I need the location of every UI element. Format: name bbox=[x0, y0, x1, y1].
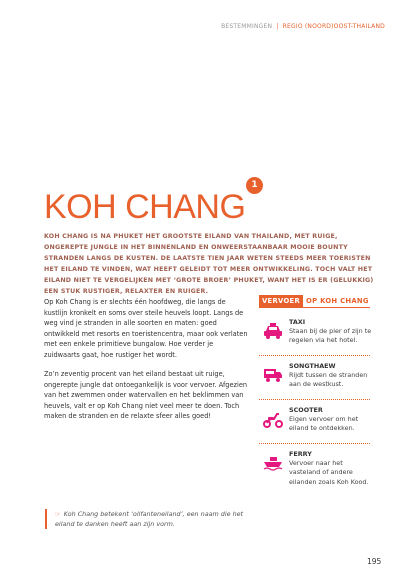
intro-lead: KOH CHANG IS NA PHUKET HET GROOTSTE EILAND VAN THAILAND, MET RUIGE, ONGEREPTE JUNGLE IN HET BINNENLAND EN ONWEERSTAANBAAR MOOIE BOUNTY STRANDEN LANGS DE KUSTEN. DE LAATSTE TIEN JAAR WETEN STEEDS MEER TOERISTEN HET EILAND TE VINDEN, WAT HEEFT GELEIDT TOT MEER ONTWIKKELING. TOCH VALT HET EILAND NIET TE VERGELIJKEN MET ‘GROTE BROER’ PHUKET, WANT HET IS ER (GELUKKIG) EEN STUK RUSTIGER, RELAXTER EN RUIGER. bbox=[44, 233, 374, 295]
page-title: KOH CHANG bbox=[44, 188, 246, 226]
transport-title-rest: OP KOH CHANG bbox=[306, 297, 369, 305]
transport-item-ferry bbox=[259, 450, 370, 494]
transport-divider bbox=[259, 443, 370, 445]
ferry-text: Vervoer naar het vasteland of andere eilanden zoals Koh Kood. bbox=[289, 459, 369, 486]
body-paragraph-1: Op Koh Chang is er slechts één hoofdweg, die langs de kustlijn kronkelt en soms over steile heuvels loopt. Langs de weg vind je stranden in alle soorten en maten: goed ontwikkeld met resorts en toeristencentra, maar ook verlaten met een enkele primitieve bungalow. Hoe verder je zuidwaarts gaat, hoe rustiger het wordt. bbox=[44, 298, 248, 359]
taxi-text: Staan bij de pier of zijn te regelen via het hotel. bbox=[289, 327, 372, 345]
header-category: BESTEMMINGEN bbox=[221, 23, 273, 30]
ferry-icon bbox=[263, 454, 283, 472]
transport-divider bbox=[259, 355, 370, 357]
songthaew-icon bbox=[263, 366, 283, 384]
body-paragraph-2: Zo’n zeventig procent van het eiland bestaat uit ruige, ongerepte jungle dat ontoegankelijk is voor vervoer. Afgezien van het zwemmen onder watervallen en het beklimmen van heuvels, valt er op Koh Chang niet veel meer te doen. Toch maken de stranden en de relaxte sfeer alles goed! bbox=[44, 370, 248, 420]
scooter-text: Eigen vervoer om het eiland te ontdekken. bbox=[289, 415, 359, 433]
transport-item-songthaew bbox=[259, 362, 370, 398]
header-region: REGIO (NOORD)OOST-THAILAND bbox=[282, 23, 385, 30]
ferry-label: FERRY bbox=[289, 450, 312, 458]
taxi-icon bbox=[263, 322, 283, 340]
transport-item-taxi bbox=[259, 318, 370, 354]
tip-text: Koh Chang betekent ‘olifanteneiland’, een naam die het eiland te danken heeft aan zijn vorm. bbox=[55, 510, 244, 528]
transport-divider bbox=[259, 399, 370, 401]
tip-note bbox=[45, 509, 255, 529]
header-separator: | bbox=[276, 23, 279, 30]
songthaew-text: Rijdt tussen de stranden aan de westkust. bbox=[289, 371, 368, 389]
scooter-icon bbox=[263, 410, 283, 428]
scooter-label: SCOOTER bbox=[289, 406, 323, 414]
transport-title-rule bbox=[259, 307, 370, 308]
pointing-hand-icon: ☞ bbox=[55, 510, 61, 518]
running-header bbox=[221, 23, 385, 30]
chapter-number-badge: 1 bbox=[246, 177, 263, 194]
taxi-label: TAXI bbox=[289, 318, 306, 326]
body-text bbox=[44, 297, 249, 431]
transport-title-highlight: VERVOER bbox=[259, 295, 303, 307]
songthaew-label: SONGTHAEW bbox=[289, 362, 336, 370]
page-number: 195 bbox=[367, 557, 382, 566]
transport-box-title bbox=[259, 295, 372, 307]
transport-item-scooter bbox=[259, 406, 370, 442]
